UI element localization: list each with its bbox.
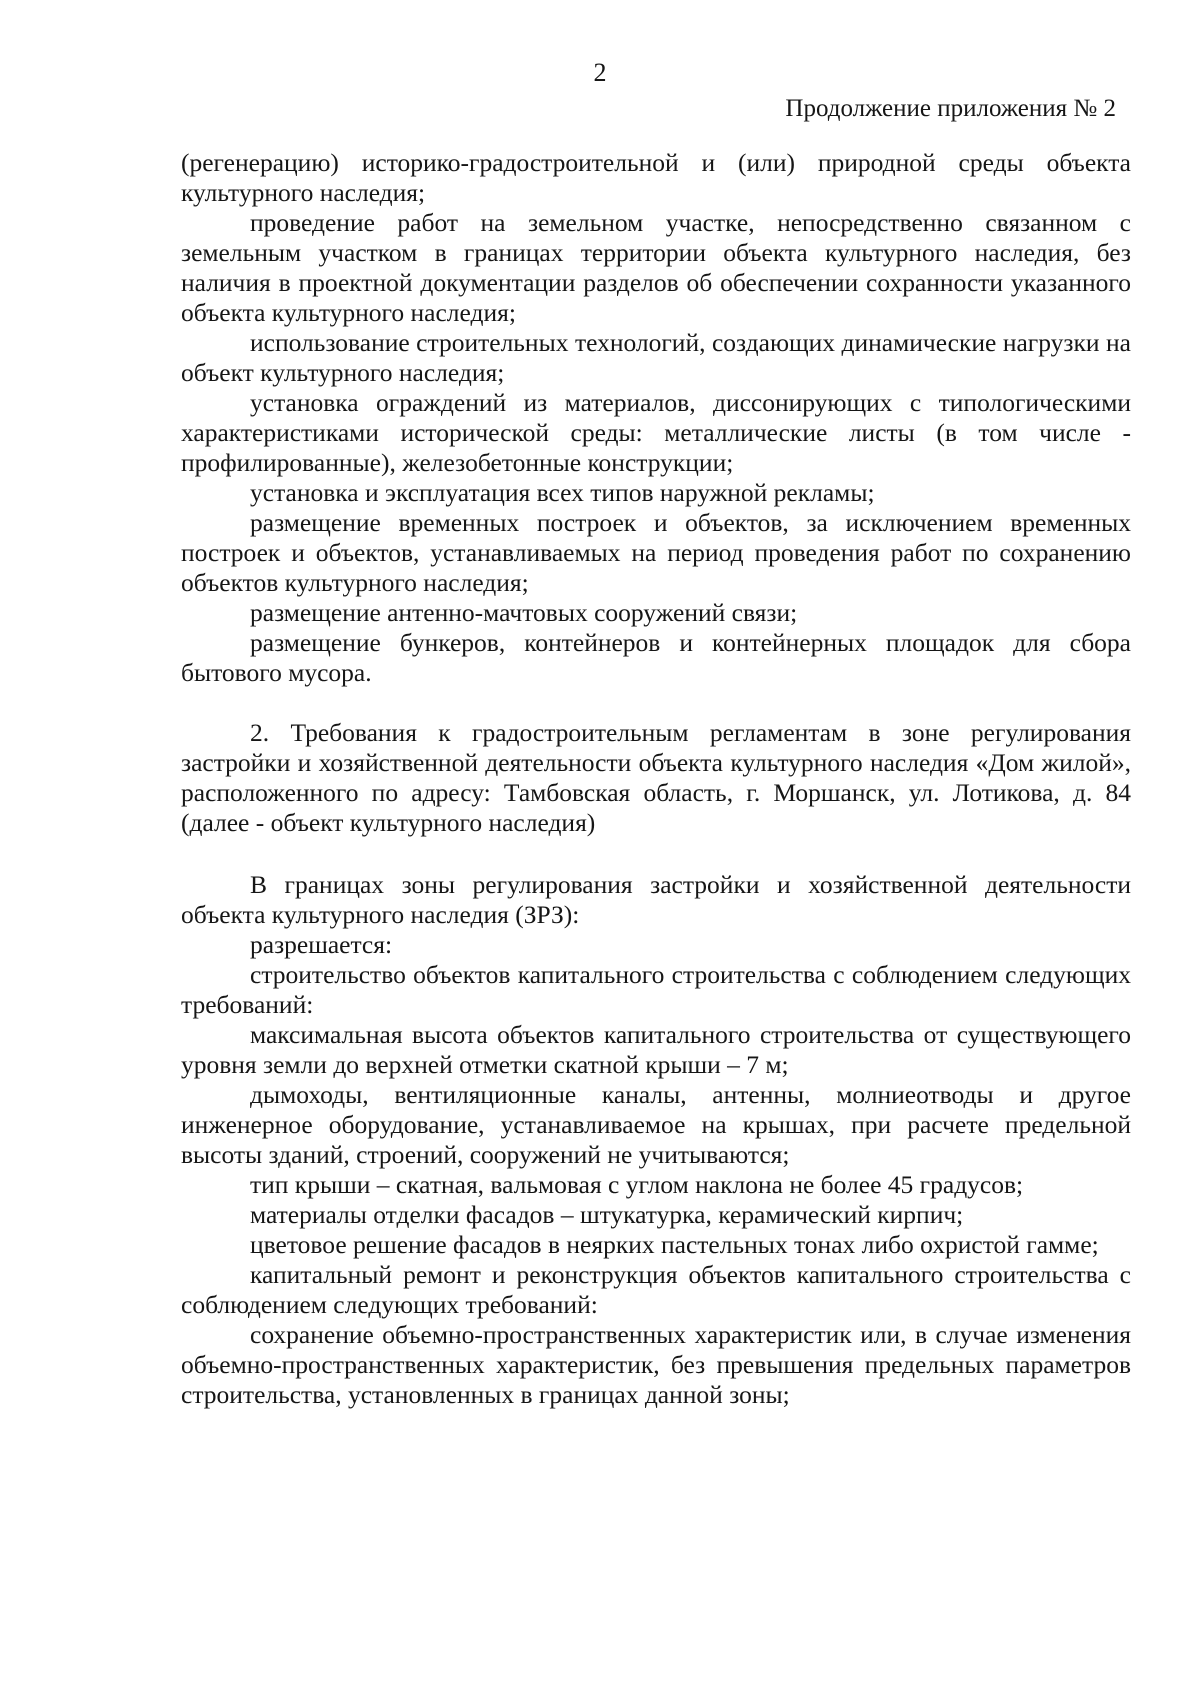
paragraph-8: размещение бункеров, контейнеров и контейнерных площадок для сбора бытового мусора. xyxy=(181,628,1131,687)
paragraph-chimneys: дымоходы, вентиляционные каналы, антенны, молниеотводы и другое инженерное оборудование, устанавливаемое на крышах, при расчете предельной высоты зданий, строений, сооружений не учитываются; xyxy=(181,1080,1131,1169)
section-2-heading: 2. Требования к градостроительным регламентам в зоне регулирования застройки и хозяйственной деятельности объекта культурного наследия «Дом жилой», расположенного по адресу: Тамбовская область, г. Моршанск, ул. Лотикова, д. 84 (далее - объект культурного наследия) xyxy=(181,718,1131,837)
paragraph-max-height: максимальная высота объектов капитального строительства от существующего уровня земли до верхней отметки скатной крыши – 7 м; xyxy=(181,1020,1131,1079)
paragraph-4: установка ограждений из материалов, диссонирующих с типологическими характеристиками исторической среды: металлические листы (в том числе - профилированные), железобетонные конструкции; xyxy=(181,388,1131,477)
paragraph-facade-colors: цветовое решение фасадов в неярких пастельных тонах либо охристой гамме; xyxy=(250,1230,1099,1259)
paragraph-roof-type: тип крыши – скатная, вальмовая с углом наклона не более 45 градусов; xyxy=(250,1170,1024,1199)
appendix-continuation-label: Продолжение приложения № 2 xyxy=(785,95,1116,122)
paragraph-1: (регенерацию) историко-градостроительной и (или) природной среды объекта культурного наследия; xyxy=(181,148,1131,207)
paragraph-construction: строительство объектов капитального строительства с соблюдением следующих требований: xyxy=(181,960,1131,1019)
paragraph-6: размещение временных построек и объектов, за исключением временных построек и объектов, устанавливаемых на период проведения работ по сохранению объектов культурного наследия; xyxy=(181,508,1131,597)
paragraph-zone-intro: В границах зоны регулирования застройки и хозяйственной деятельности объекта культурного наследия (ЗРЗ): xyxy=(181,870,1131,929)
paragraph-3: использование строительных технологий, создающих динамические нагрузки на объект культурного наследия; xyxy=(181,328,1131,387)
paragraph-facade-materials: материалы отделки фасадов – штукатурка, керамический кирпич; xyxy=(250,1200,964,1229)
paragraph-5: установка и эксплуатация всех типов наружной рекламы; xyxy=(250,478,875,507)
paragraph-allowed: разрешается: xyxy=(250,930,393,959)
paragraph-7: размещение антенно-мачтовых сооружений связи; xyxy=(250,598,798,627)
paragraph-renovation: капитальный ремонт и реконструкция объектов капитального строительства с соблюдением следующих требований: xyxy=(181,1260,1131,1319)
paragraph-volume-preservation: сохранение объемно-пространственных характеристик или, в случае изменения объемно-пространственных характеристик, без превышения предельных параметров строительства, установленных в границах данной зоны; xyxy=(181,1320,1131,1409)
page-number: 2 xyxy=(593,58,607,87)
document-body xyxy=(181,148,1131,1410)
paragraph-2: проведение работ на земельном участке, непосредственно связанном с земельным участком в границах территории объекта культурного наследия, без наличия в проектной документации разделов об обеспечении сохранности указанного объекта культурного наследия; xyxy=(181,208,1131,327)
